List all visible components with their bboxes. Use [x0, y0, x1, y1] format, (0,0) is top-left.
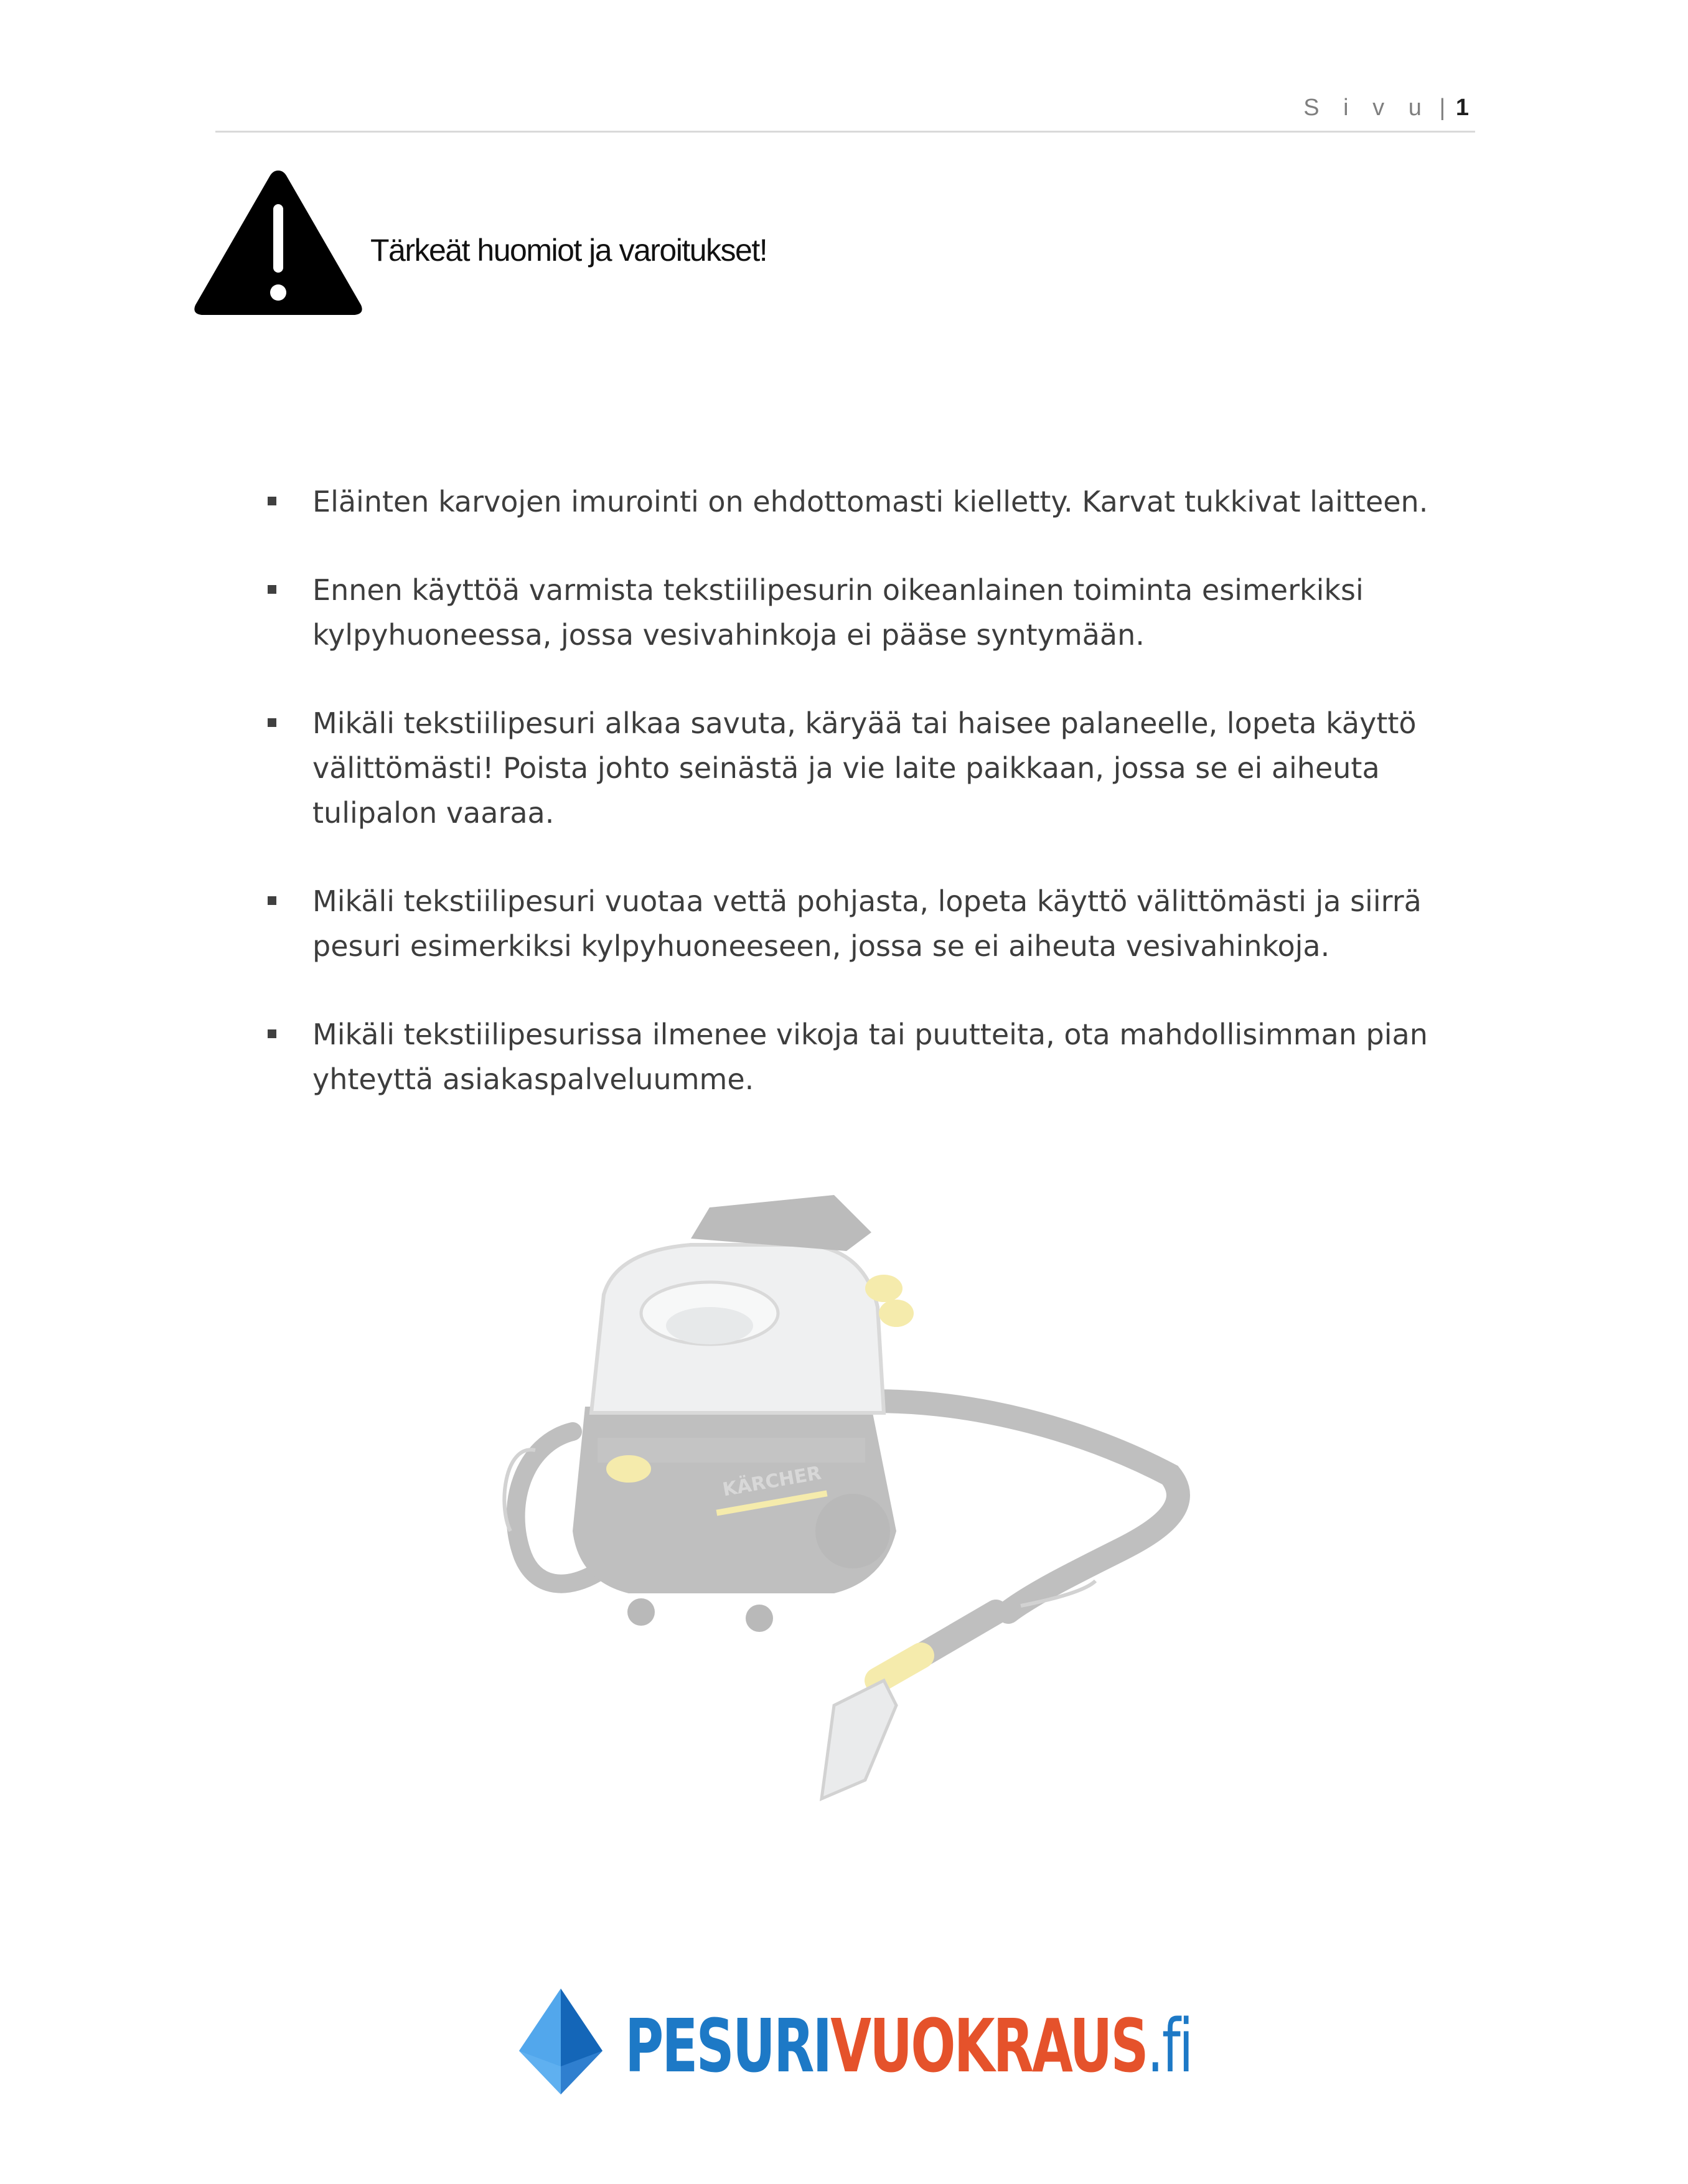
water-drop-icon — [508, 1985, 614, 2097]
page-number — [1303, 95, 1469, 121]
warning-title: Tärkeät huomiot ja varoitukset! — [370, 233, 767, 268]
page-header — [215, 93, 1475, 133]
page-number-value: 1 — [1455, 95, 1469, 121]
bullet-icon — [268, 896, 276, 905]
page-separator: | — [1439, 95, 1446, 121]
note-text: Mikäli tekstiilipesurissa ilmenee vikoja tai puutteita, ota mahdollisimman pian yhteyttä asiakaspalveluumme. — [312, 1018, 1428, 1096]
list-item — [268, 879, 1488, 968]
bullet-icon — [268, 718, 276, 727]
warning-notes-list — [268, 479, 1488, 1102]
list-item — [268, 701, 1488, 835]
product-brand-text: KÄRCHER — [721, 1462, 823, 1501]
logo-part-vuokraus: VUOKRAUS — [830, 2003, 1147, 2089]
logo-part-pesuri: PESURI — [625, 2003, 831, 2089]
list-item — [268, 1012, 1488, 1102]
note-text: Mikäli tekstiilipesuri alkaa savuta, käryää tai haisee palaneelle, lopeta käyttö välittömästi! Poista johto seinästä ja vie laite paikkaan, jossa se ei aiheuta tulipalon vaaraa. — [312, 706, 1417, 830]
logo-wordmark — [625, 2003, 1192, 2089]
bullet-icon — [268, 585, 276, 594]
logo-part-fi: .fi — [1146, 2003, 1192, 2089]
bullet-icon — [268, 497, 276, 505]
note-text: Eläinten karvojen imurointi on ehdottomasti kielletty. Karvat tukkivat laitteen. — [312, 485, 1428, 518]
list-item — [268, 568, 1488, 657]
carpet-cleaner-image — [485, 1183, 1201, 1817]
note-text: Mikäli tekstiilipesuri vuotaa vettä pohjasta, lopeta käyttö välittömästi ja siirrä pesuri esimerkiksi kylpyhuoneeseen, jossa se ei aiheuta vesivahinkoja. — [312, 884, 1422, 963]
bullet-icon — [268, 1029, 276, 1038]
warning-triangle-icon — [192, 166, 365, 320]
pesurivuokraus-logo — [508, 1985, 1192, 2097]
list-item — [268, 479, 1488, 524]
page-label: S i v u — [1303, 95, 1430, 121]
note-text: Ennen käyttöä varmista tekstiilipesurin oikeanlainen toiminta esimerkiksi kylpyhuoneessa, jossa vesivahinkoja ei pääse syntymään. — [312, 573, 1364, 652]
